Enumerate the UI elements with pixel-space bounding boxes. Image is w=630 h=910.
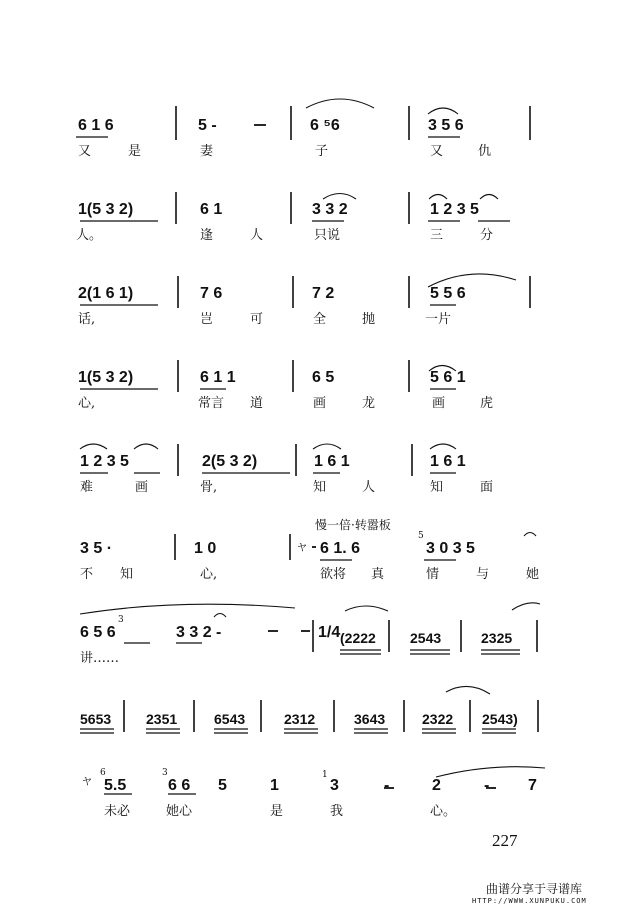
note-group: 1 6 1 <box>314 453 350 470</box>
note-group: 5 6 1 <box>430 369 466 386</box>
slur <box>429 195 447 200</box>
note-group: 6 1 6 <box>78 117 114 134</box>
lyric: 讲…… <box>80 651 120 666</box>
lyric: 情 <box>426 567 440 582</box>
lyric: 分 <box>480 228 494 243</box>
watermark-url: HTTP://WWW.XUNPUKU.COM <box>472 897 587 905</box>
tempo-marking: 慢一倍·转嚣板 <box>315 518 391 532</box>
time-signature: 1/4 <box>318 624 341 641</box>
lyric: 人 <box>250 228 264 243</box>
note-group: 2(5 3 2) <box>202 453 258 470</box>
grace-mark: ヤ <box>297 543 307 554</box>
lyric: 她 <box>526 567 540 582</box>
lyric: 未必 <box>104 804 131 819</box>
lyric: 骨, <box>200 480 218 495</box>
note: 7 <box>528 777 537 794</box>
note-group: 6 ⁵6 <box>310 117 340 134</box>
lyric: 三 <box>430 228 444 243</box>
grace-note: 6 <box>100 768 106 778</box>
note: - <box>384 777 390 794</box>
lyric: 是 <box>128 144 142 159</box>
note-group: 1 6 1 <box>430 453 466 470</box>
lyric: 人。 <box>76 228 103 243</box>
note-group: 1 0 <box>194 540 217 557</box>
lyric: 龙 <box>362 396 376 411</box>
slur <box>323 194 356 200</box>
grace-note: 5 <box>418 531 424 541</box>
lyric: 虎 <box>480 396 494 411</box>
lyric: 只说 <box>314 228 341 243</box>
lyric: 是 <box>270 804 284 819</box>
note-group: 2(1 6 1) <box>78 285 134 302</box>
lyric: 真 <box>371 567 385 582</box>
lyric: 与 <box>476 567 490 582</box>
lyric: 全 <box>313 312 327 327</box>
note-group: 1 2 3 5 <box>80 453 129 470</box>
note-group: 5 - <box>198 117 217 134</box>
note-group: 2312 <box>284 711 316 727</box>
slur <box>313 444 341 449</box>
note: 5 <box>218 777 227 794</box>
lyric: 妻 <box>200 144 214 159</box>
lyric: 画 <box>135 480 149 495</box>
lyric: 岂 <box>200 312 214 327</box>
note-group: 1 2 3 5 <box>430 201 479 218</box>
note-group: 7 2 <box>312 285 335 302</box>
slur <box>446 686 490 694</box>
slur <box>436 767 545 777</box>
lyric: 话, <box>78 312 96 327</box>
note-group: 6543 <box>214 711 246 727</box>
lyric: 抛 <box>362 312 376 327</box>
lyric: 又 <box>430 144 444 159</box>
slur <box>512 603 540 610</box>
lyric: 不 <box>80 567 94 582</box>
note-group: 5 5 6 <box>430 285 466 302</box>
note-group: 7 6 <box>200 285 223 302</box>
lyric: 她心 <box>166 804 193 819</box>
note-group: (2222 <box>340 630 376 646</box>
note-group: 3 0 3 5 <box>426 540 475 557</box>
note-group: 1(5 3 2) <box>78 369 134 386</box>
lyric: 画 <box>432 396 446 411</box>
note-group: 6 1 <box>200 201 223 218</box>
lyric: 仇 <box>478 144 492 159</box>
lyric: 子 <box>315 144 329 159</box>
note-group: 1(5 3 2) <box>78 201 134 218</box>
lyric: 可 <box>250 312 264 327</box>
note-group: 2543 <box>410 630 442 646</box>
slur <box>80 604 295 614</box>
note-group: 5.5 <box>104 777 127 794</box>
note-group: 6 1 1 <box>200 369 236 386</box>
note-group: 5653 <box>80 711 112 727</box>
note: - <box>484 777 490 794</box>
note-group: 3643 <box>354 711 386 727</box>
lyric: 画 <box>313 396 327 411</box>
note-group: 6 5 6 <box>80 624 116 641</box>
lyric: 知 <box>313 480 327 495</box>
note-group: 2543) <box>482 711 518 727</box>
grace-note: 3 <box>162 768 168 778</box>
note-group: 2351 <box>146 711 178 727</box>
lyric: 人 <box>362 480 376 495</box>
lyric: 欲将 <box>320 567 347 582</box>
slur <box>134 444 158 449</box>
watermark-title: 曲谱分享于寻谱库 <box>486 882 583 896</box>
lyric: 又 <box>78 144 92 159</box>
lyric: 道 <box>250 396 264 411</box>
lyric: 一片 <box>425 312 452 327</box>
note-group: 3 5 6 <box>428 117 464 134</box>
lyric: 面 <box>480 480 494 495</box>
note-group: 2322 <box>422 711 454 727</box>
note-group: 6 5 <box>312 369 335 386</box>
note-group: 2325 <box>481 630 513 646</box>
slur <box>80 444 107 449</box>
note-group: 3 5 · <box>80 540 113 557</box>
note: 1 <box>270 777 279 794</box>
grace-mark: ヤ <box>82 777 92 788</box>
slur <box>345 606 388 611</box>
slur <box>430 444 456 449</box>
note-group: 3 3 2 - <box>176 624 222 641</box>
note-group: 6 6 <box>168 777 191 794</box>
lyric: 心。 <box>430 804 457 819</box>
fermata <box>214 614 226 618</box>
slur <box>306 99 374 108</box>
lyric: 知 <box>430 480 444 495</box>
lyric: 知 <box>120 567 134 582</box>
grace-note: 3 <box>118 615 124 625</box>
lyric: 心, <box>200 567 218 582</box>
lyric: 常言 <box>198 396 225 411</box>
note-group: 3 3 2 <box>312 201 348 218</box>
slur <box>480 195 498 200</box>
slur <box>428 108 458 114</box>
page-number: 227 <box>492 831 518 850</box>
grace-note: 1 <box>322 770 328 780</box>
note: 3 <box>330 777 339 794</box>
lyric: 心, <box>78 396 96 411</box>
fermata <box>524 533 536 537</box>
lyric: 我 <box>330 804 344 819</box>
lyric: 难 <box>80 480 94 495</box>
lyric: 逢 <box>200 228 214 243</box>
note-group: 6 1. 6 <box>320 540 361 557</box>
note: 2 <box>432 777 441 794</box>
